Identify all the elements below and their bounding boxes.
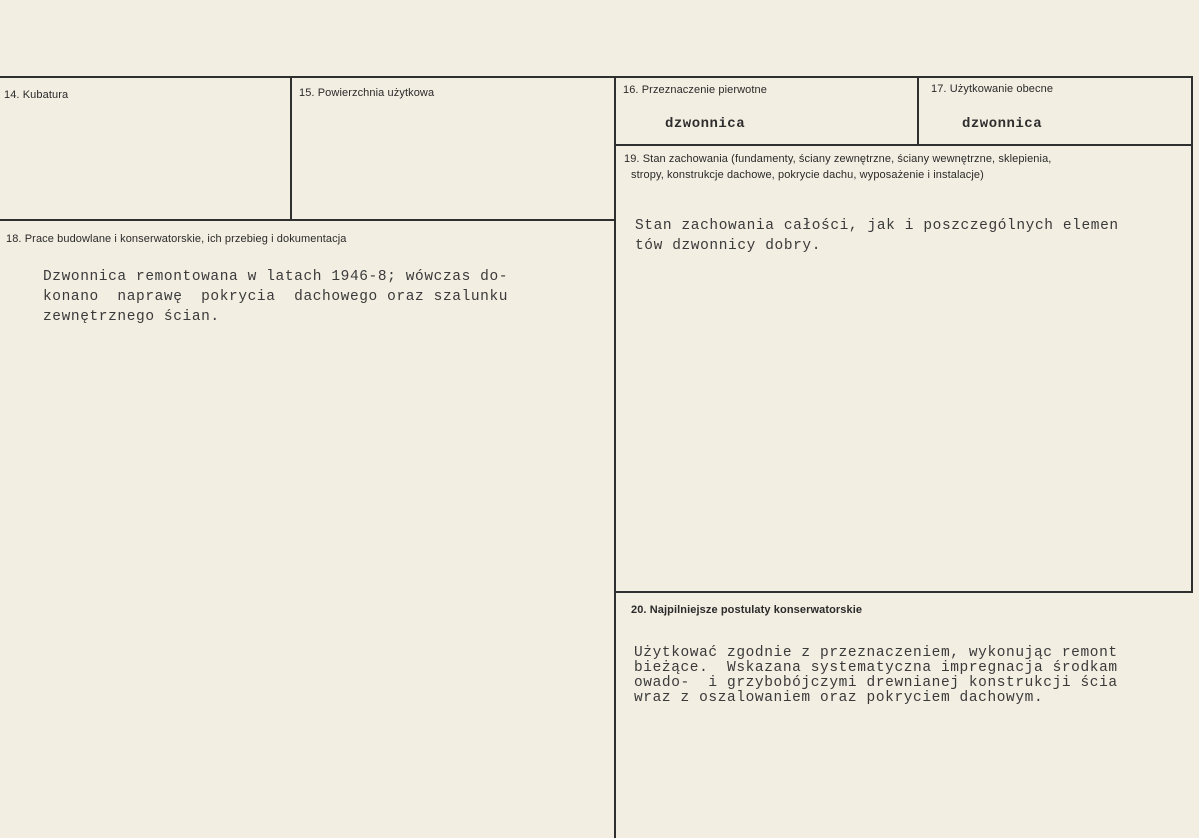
- rule-under-16-17: [615, 144, 1193, 146]
- rule-under-14-15: [0, 219, 616, 221]
- field-15-label: 15. Powierzchnia użytkowa: [299, 87, 435, 99]
- field-18-label: 18. Prace budowlane i konserwatorskie, ich przebieg i dokumentacja: [6, 233, 347, 245]
- field-19-label-line1: 19. Stan zachowania (fundamenty, ściany zewnętrzne, ściany wewnętrzne, sklepienia,: [624, 153, 1052, 165]
- field-20-line: owado- i grzybobójczymi drewnianej konstrukcji ścia: [634, 675, 1118, 691]
- top-rule: [0, 76, 1193, 78]
- field-16-label: 16. Przeznaczenie pierwotne: [623, 84, 767, 96]
- field-20-label: 20. Najpilniejsze postulaty konserwatorskie: [631, 604, 863, 616]
- right-border: [1191, 76, 1193, 592]
- field-18-line: zewnętrznego ścian.: [43, 309, 220, 325]
- field-19-line: Stan zachowania całości, jak i poszczególnych elemen: [635, 218, 1119, 234]
- field-17-label: 17. Użytkowanie obecne: [931, 83, 1054, 95]
- field-19-label-line2: stropy, konstrukcje dachowe, pokrycie dachu, wyposażenie i instalacje): [631, 169, 984, 181]
- field-19-line: tów dzwonnicy dobry.: [635, 238, 822, 254]
- divider-14-15: [290, 77, 292, 220]
- field-20-line: Użytkować zgodnie z przeznaczeniem, wykonując remont: [634, 645, 1118, 661]
- center-divider: [614, 77, 616, 838]
- field-20-line: bieżące. Wskazana systematyczna impregnacja środkam: [634, 660, 1118, 676]
- field-18-line: konano naprawę pokrycia dachowego oraz szalunku: [43, 289, 509, 305]
- field-18-line: Dzwonnica remontowana w latach 1946-8; wówczas do-: [43, 269, 509, 285]
- divider-16-17: [917, 77, 919, 145]
- field-16-value: dzwonnica: [665, 116, 746, 132]
- field-14-label: 14. Kubatura: [4, 89, 69, 101]
- field-20-line: wraz z oszalowaniem oraz pokryciem dachowym.: [634, 690, 1044, 706]
- rule-above-20: [615, 591, 1193, 593]
- field-17-value: dzwonnica: [962, 116, 1043, 132]
